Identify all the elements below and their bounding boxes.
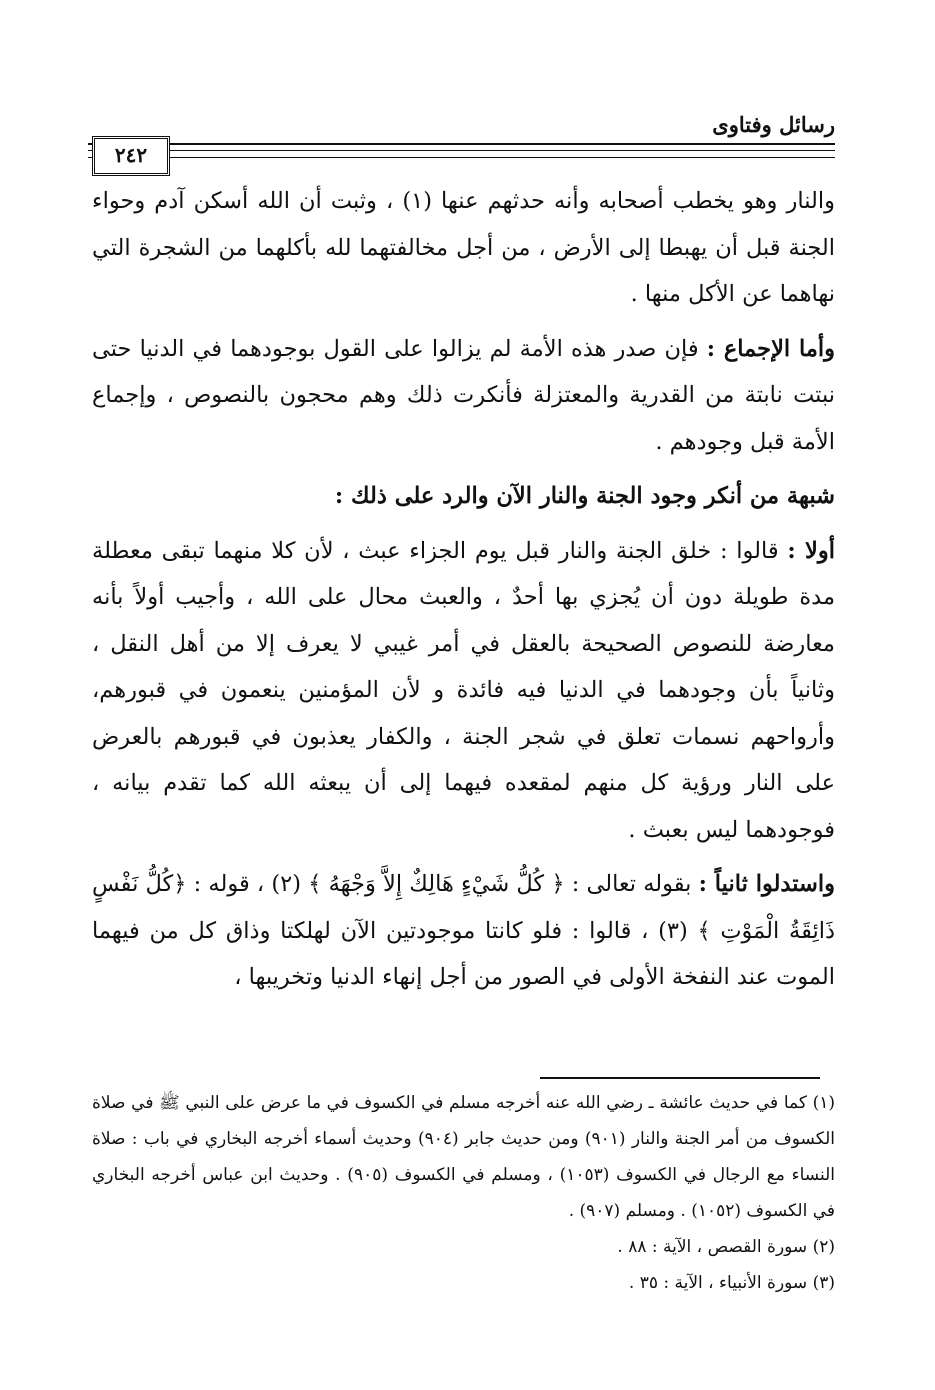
header-rule-top — [88, 143, 835, 145]
page-number: ٢٤٢ — [92, 136, 170, 176]
footnotes — [92, 1085, 835, 1301]
main-text — [92, 178, 835, 1009]
running-header-title: رسائل وفتاوى — [712, 112, 835, 137]
paragraph-4 — [92, 861, 835, 1001]
section-heading: شبهة من أنكر وجود الجنة والنار الآن والرد على ذلك : — [334, 483, 835, 509]
paragraph-2-text: فإن صدر هذه الأمة لم يزالوا على القول بوجودهما في الدنيا حتى نبتت نابتة من القدرية والمعتزلة فأنكرت ذلك وهم محجون بالنصوص ، وإجماع الأمة قبل وجودهم . — [92, 335, 835, 455]
footnote-separator — [540, 1077, 820, 1079]
footnote-1: (١) كما في حديث عائشة ـ رضي الله عنه أخرجه مسلم في الكسوف في ما عرض على النبي ﷺ في صلاة الكسوف من أمر الجنة والنار (٩٠١) ومن حديث جابر (٩٠٤) وحديث أسماء أخرجه البخاري في باب : صلاة النساء مع الرجال في الكسوف (١٠٥٣) ، ومسلم في الكسوف (٩٠٥) . وحديث ابن عباس أخرجه البخاري في الكسوف (١٠٥٢) . ومسلم (٩٠٧) . — [92, 1093, 835, 1221]
paragraph-2-lead: وأما الإجماع : — [706, 335, 835, 362]
header-rule-middle — [88, 150, 835, 151]
paragraph-2 — [92, 326, 835, 466]
paragraph-3-lead: أولا : — [787, 537, 835, 564]
footnote-3: (٣) سورة الأنبياء ، الآية : ٣٥ . — [628, 1273, 835, 1293]
paragraph-4-lead: واستدلوا ثانياً : — [698, 871, 836, 897]
paragraph-1: والنار وهو يخطب أصحابه وأنه حدثهم عنها (١) ، وثبت أن الله أسكن آدم وحواء الجنة قبل أن يهبطا إلى الأرض ، من أجل مخالفتهما لله بأكلهما من الشجرة التي نهاهما عن الأكل منها . — [92, 188, 835, 307]
paragraph-4-text: بقوله تعالى : ﴿ كُلُّ شَيْءٍ هَالِكٌ إِلاَّ وَجْهَهُ ﴾ (٢) ، قوله : ﴿كُلُّ نَفْسٍ ذَائِقَةُ الْمَوْتِ ﴾ (٣) ، قالوا : فلو كانتا موجودتين الآن لهلكتا وذاق كل من فيهما الموت عند النفخة الأولى في الصور من أجل إنهاء الدنيا وتخريبها ، — [92, 871, 835, 990]
header-rule-bottom — [88, 157, 835, 158]
paragraph-3 — [92, 528, 835, 854]
footnote-2: (٢) سورة القصص ، الآية : ٨٨ . — [617, 1237, 835, 1257]
paragraph-3-text: قالوا : خلق الجنة والنار قبل يوم الجزاء عبث ، لأن كلا منهما تبقى معطلة مدة طويلة دون أن يُجزي بها أحدٌ ، والعبث محال على الله ، وأجيب أولاً بأنه معارضة للنصوص الصحيحة بالعقل في أمر غيبي لا يعرف إلا من أهل النقل ، وثانياً بأن وجودهما في الدنيا فيه فائدة و لأن المؤمنين ينعمون في قبورهم، وأرواحهم نسمات تعلق في شجر الجنة ، والكفار يعذبون في قبورهم بالعرض على النار ورؤية كل منهم لمقعده فيهما إلى أن يبعثه الله كما تقدم بيانه ، فوجودهما ليس بعبث . — [92, 537, 835, 843]
